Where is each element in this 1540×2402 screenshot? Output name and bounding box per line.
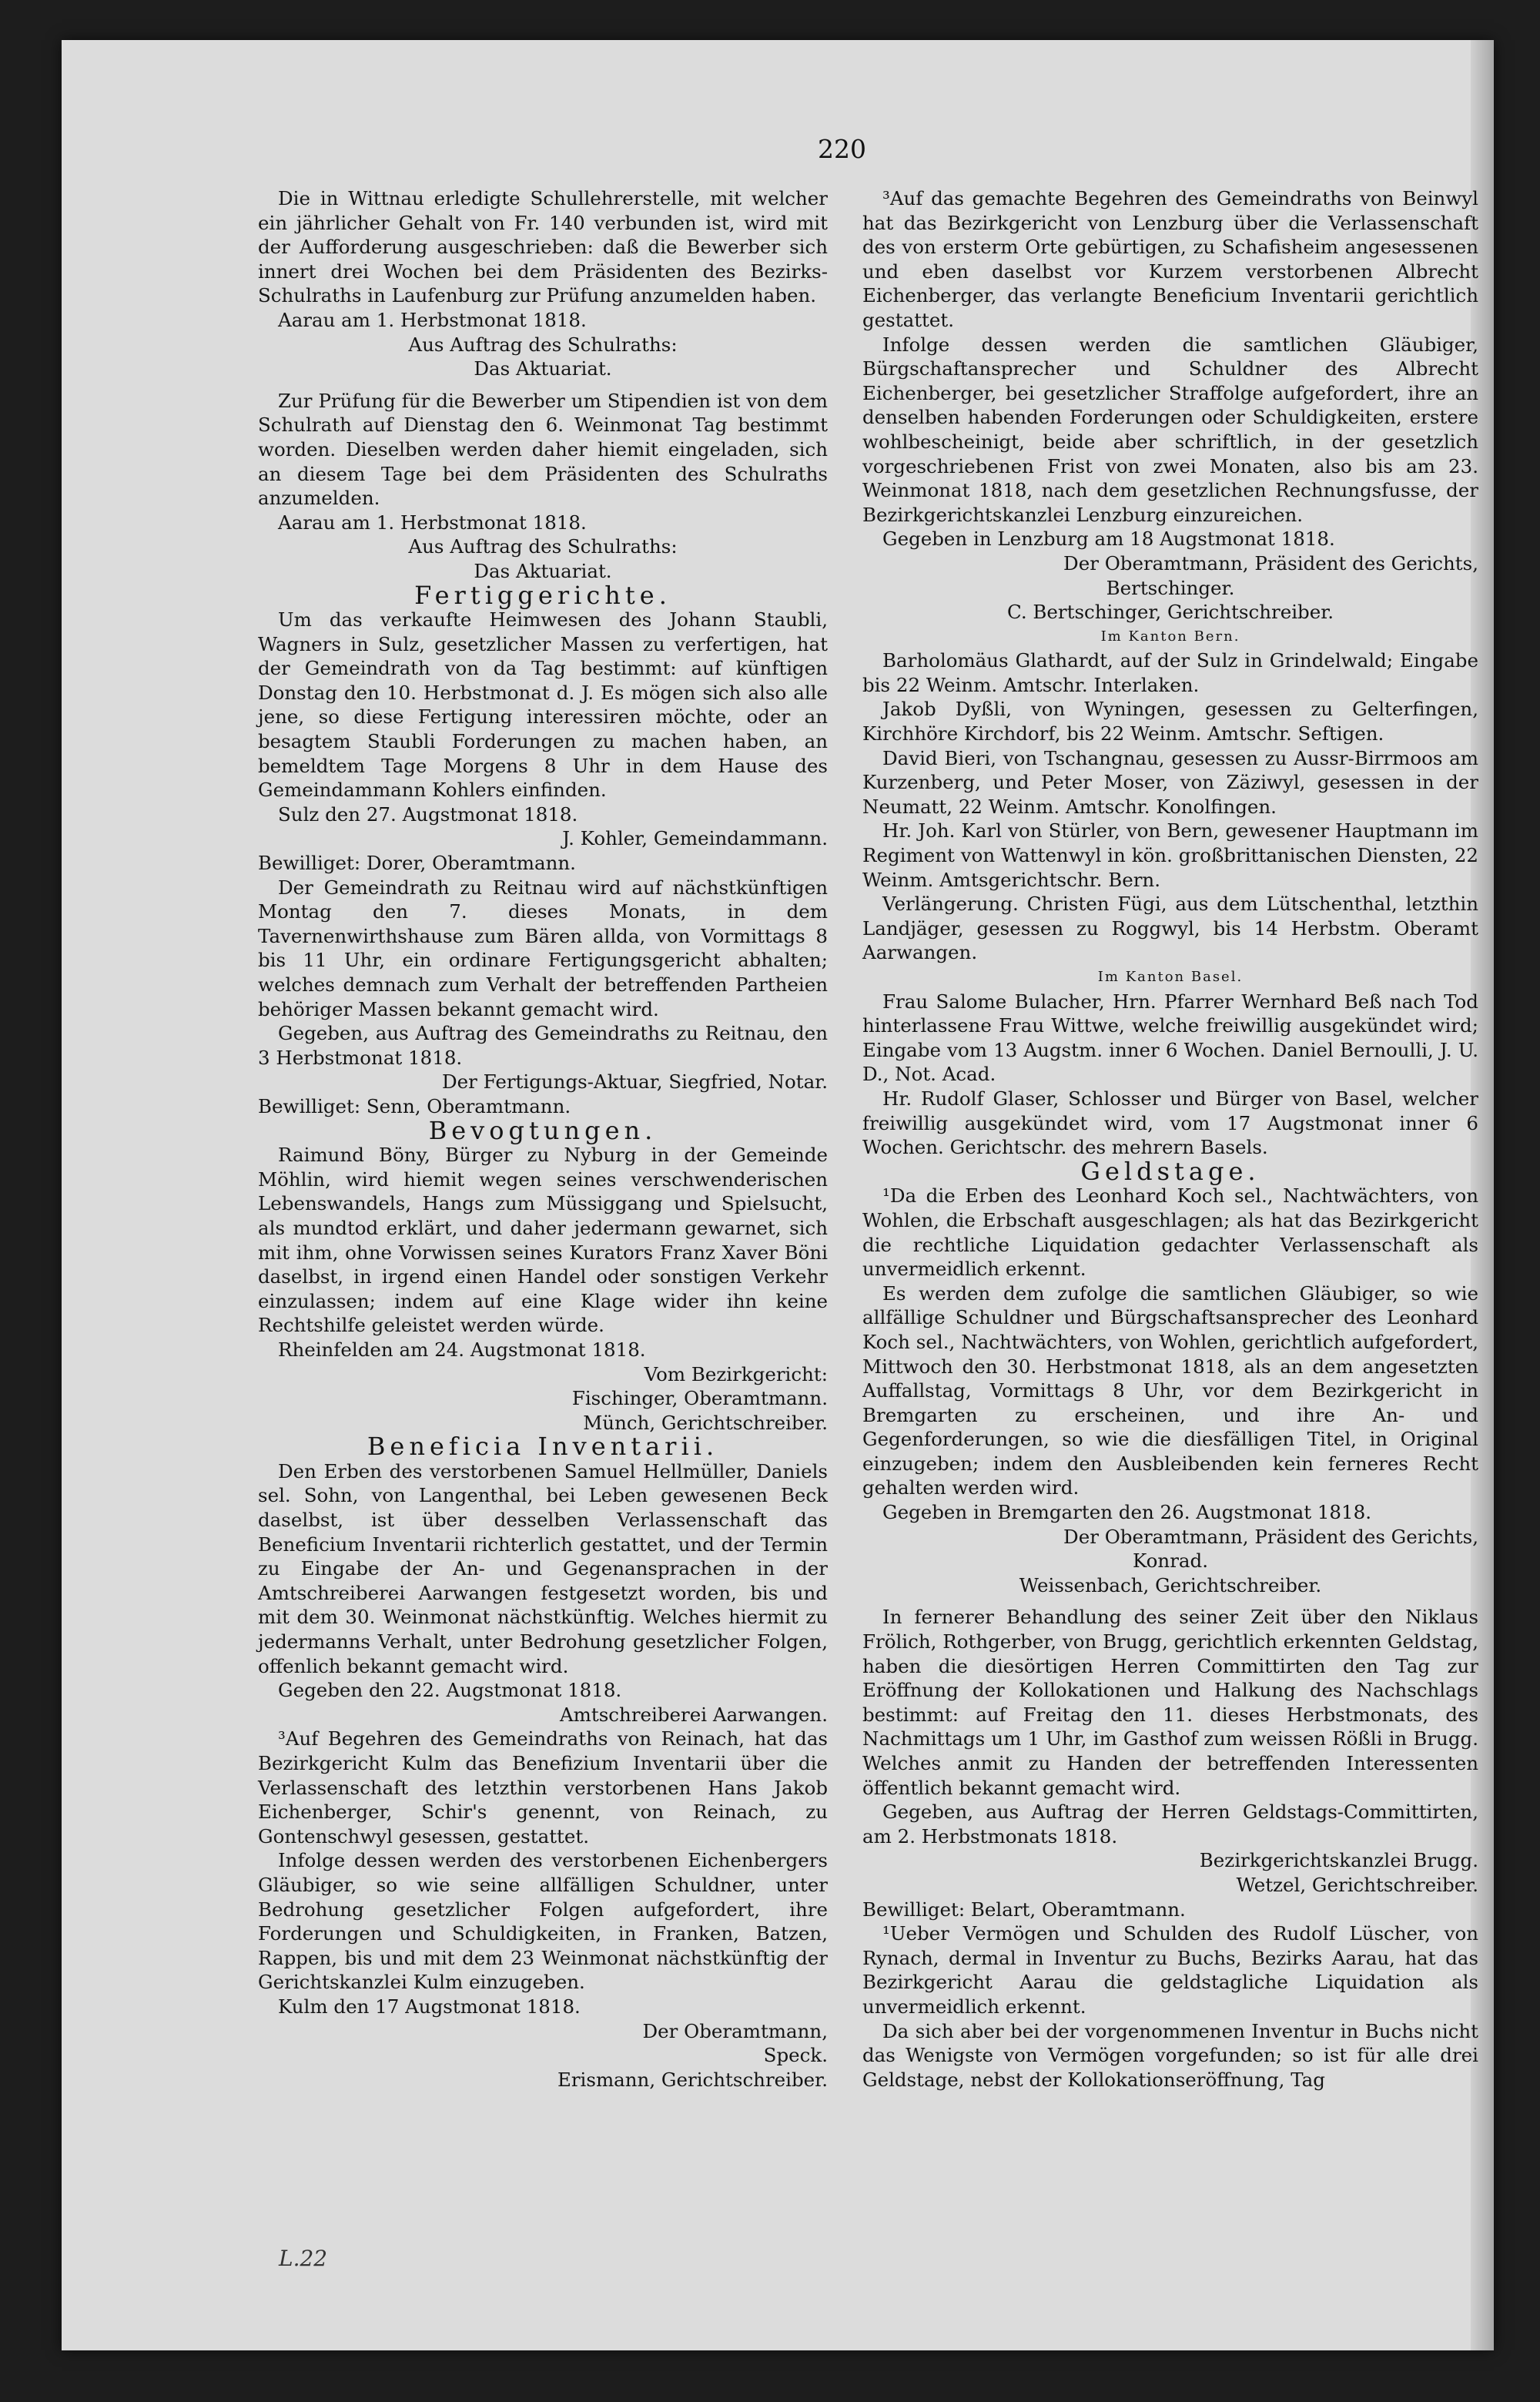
signature-line: Fischinger, Oberamtmann.: [571, 1387, 828, 1410]
signature-line: Wetzel, Gerichtschreiber.: [1236, 1873, 1478, 1896]
signature-line: Erismann, Gerichtschreiber.: [557, 2068, 828, 2091]
section-heading: Fertiggerichte.: [414, 580, 671, 610]
paragraph: Infolge dessen werden die samtlichen Gläubiger, Bürgschaftansprecher und Schuldner des Albrecht Eichenberger, bei gesetzlicher Straffolge aufgefordert, ihre an denselben habenden Forderungen oder Schuldigkeiten, erstere wohlbescheinigt, beide aber schriftlich, in der gesetzlich vorgeschriebenen Frist von zwei Monaten, also bis am 23. Weinmonat 1818, nach dem gesetzlichen Rechnungsfusse, der Bezirkgerichtskanzlei Lenzburg einzureichen.: [862, 333, 1478, 526]
subheading: Im Kanton Basel.: [1097, 969, 1244, 985]
signature-line: C. Bertschinger, Gerichtschreiber.: [1006, 601, 1334, 624]
paragraph: ¹Ueber Vermögen und Schulden des Rudolf Lüscher, von Rynach, dermal in Inventur zu Buchs, Bezirks Aarau, hat das Bezirkgericht Aarau die geldstagliche Liquidation als unvermeidlich erkennt.: [862, 1922, 1478, 2018]
signature-line: Konrad.: [1133, 1549, 1208, 1573]
signature-line: Speck.: [763, 2044, 828, 2067]
paragraph: Barholomäus Glathardt, auf der Sulz in Grindelwald; Eingabe bis 22 Weinm. Amtschr. Interlaken.: [862, 649, 1478, 696]
paragraph: Der Gemeindrath zu Reitnau wird auf nächstkünftigen Montag den 7. dieses Monats, in dem Tavernenwirthshause zum Bären allda, von Vormittags 8 bis 11 Uhr, ein ordinare Fertigungsgericht abhalten; welches demnach zum Verhalt der betreffenden Partheien behöriger Massen bekannt gemacht wird.: [258, 876, 828, 1020]
signature-line: Bertschinger.: [1106, 576, 1235, 599]
paragraph: Aarau am 1. Herbstmonat 1818.: [278, 308, 587, 331]
right-column: [862, 186, 1478, 2092]
paragraph: Um das verkaufte Heimwesen des Johann Staubli, Wagners in Sulz, gesetzlicher Massen zu verfertigen, hat der Gemeindrath von da Tag bestimmt: auf künftigen Donstag den 10. Herbstmonat d. J. Es mögen sich also alle jene, so diese Fertigung interessiren möchte, oder an besagtem Staubli Forderungen zu machen haben, an bemeldtem Tage Morgens 8 Uhr in dem Hause des Gemeindammann Kohlers einfinden.: [258, 608, 828, 802]
paragraph: ³Auf Begehren des Gemeindraths von Reinach, hat das Bezirkgericht Kulm das Benefizium Inventarii über die Verlassenschaft des letzthin verstorbenen Hans Jakob Eichenberger, Schir's genennt, von Reinach, zu Gontenschwyl gesessen, gestattet.: [258, 1727, 828, 1848]
section-heading: Beneficia Inventarii.: [367, 1432, 719, 1462]
paragraph: Bewilliget: Senn, Oberamtmann.: [258, 1094, 571, 1117]
signature-line: Weissenbach, Gerichtschreiber.: [1019, 1573, 1322, 1596]
spacer: [862, 1597, 1478, 1605]
paragraph: Es werden dem zufolge die samtlichen Gläubiger, so wie allfällige Schuldner und Bürgschaftsansprecher des Leonhard Koch sel., Nachtwächters, von Wohlen, gerichtlich aufgefordert, Mittwoch den 30. Herbstmonat 1818, als an dem angesetzten Auffallstag, Vormittags 8 Uhr, vor dem Bezirkgericht in Bremgarten zu erscheinen, und ihre An- und Gegenforderungen, so wie die diesfälligen Titel, in Original einzugeben; indem den Ausbleibenden kein ferneres Recht gehalten werden wird.: [862, 1281, 1478, 1499]
paragraph: Gegeben, aus Auftrag des Gemeindraths zu Reitnau, den 3 Herbstmonat 1818.: [258, 1022, 828, 1069]
paragraph: David Bieri, von Tschangnau, gesessen zu Aussr-Birrmoos am Kurzenberg, und Peter Moser, von Zäziwyl, gesessen in der Neumatt, 22 Weinm. Amtschr. Konolfingen.: [862, 746, 1478, 818]
section-heading: Bevogtungen.: [428, 1115, 658, 1145]
signature-line: Aus Auftrag des Schulraths:: [408, 333, 678, 356]
signature-line: Amtschreiberei Aarwangen.: [559, 1703, 828, 1726]
signature-line: Das Aktuariat.: [474, 357, 612, 380]
spacer: [258, 381, 828, 389]
paragraph: Frau Salome Bulacher, Hrn. Pfarrer Wernhard Beß nach Tod hinterlassene Frau Wittwe, welche freiwillig ausgekündet wird; Eingabe vom 13 Augstm. inner 6 Wochen. Daniel Bernoulli, J. U. D., Not. Acad.: [862, 990, 1478, 1086]
paragraph: Aarau am 1. Herbstmonat 1818.: [278, 511, 587, 534]
signature-line: Vom Bezirkgericht:: [644, 1362, 828, 1385]
signature-line: Der Fertigungs-Aktuar, Siegfried, Notar.: [442, 1070, 828, 1094]
left-column: [258, 186, 828, 2092]
signature-line: Münch, Gerichtschreiber.: [583, 1411, 828, 1434]
paragraph: Gegeben in Bremgarten den 26. Augstmonat 1818.: [882, 1501, 1371, 1524]
paragraph: Infolge dessen werden des verstorbenen Eichenbergers Gläubiger, so wie seine allfälligen Schuldner, unter Bedrohung gesetzlicher Folgen aufgefordert, ihre Forderungen und Schuldigkeiten, in Franken, Batzen, Rappen, bis und mit dem 23 Weinmonat nächstkünftig der Gerichtskanzlei Kulm einzugeben.: [258, 1849, 828, 1994]
signature-line: Das Aktuariat.: [474, 559, 612, 582]
subheading: Im Kanton Bern.: [1100, 628, 1240, 645]
paragraph: Bewilliget: Belart, Oberamtmann.: [862, 1898, 1186, 1921]
signature-line: Der Oberamtmann, Präsident des Gerichts,: [1063, 551, 1478, 575]
paragraph: Sulz den 27. Augstmonat 1818.: [278, 802, 578, 826]
page-number: 220: [818, 134, 866, 164]
paragraph: In fernerer Behandlung des seiner Zeit über den Niklaus Frölich, Rothgerber, von Brugg, gerichtlich erkennten Geldstag, haben die diesörtigen Herren Committirten den Tag zur Eröffnung der Kollokationen und Halkung des Nachschlags bestimmt: auf Freitag den 11. dieses Herbstmonats, des Nachmittags um 1 Uhr, im Gasthof zum weissen Rößli in Brugg. Welches anmit zu Handen der betreffenden Interessenten öffentlich bekannt gemacht wird.: [862, 1606, 1478, 1799]
corner-mark: L.22: [279, 2246, 328, 2271]
section-heading: Geldstage.: [1080, 1156, 1260, 1186]
signature-line: Bezirkgerichtskanzlei Brugg.: [1199, 1849, 1478, 1872]
newspaper-page: [62, 40, 1494, 2350]
paragraph: Gegeben den 22. Augstmonat 1818.: [278, 1679, 622, 1702]
paragraph: Rheinfelden am 24. Augstmonat 1818.: [278, 1338, 646, 1361]
paragraph: Hr. Joh. Karl von Stürler, von Bern, gewesener Hauptmann im Regiment von Wattenwyl in kön. großbrittanischen Diensten, 22 Weinm. Amtsgerichtschr. Bern.: [862, 819, 1478, 891]
paragraph: Hr. Rudolf Glaser, Schlosser und Bürger von Basel, welcher freiwillig ausgekündet wird, vom 17 Augstmonat inner 6 Wochen. Gerichtschr. des mehrern Basels.: [862, 1087, 1478, 1159]
paragraph: Die in Wittnau erledigte Schullehrerstelle, mit welcher ein jährlicher Gehalt von Fr. 140 verbunden ist, wird mit der Aufforderung ausgeschrieben: daß die Bewerber sich innert drei Wochen bei dem Präsidenten des Bezirks-Schulraths in Laufenburg zur Prüfung anzumelden haben.: [258, 187, 828, 307]
paragraph: Kulm den 17 Augstmonat 1818.: [278, 1995, 581, 2018]
signature-line: Aus Auftrag des Schulraths:: [408, 535, 678, 558]
signature-line: Der Oberamtmann,: [642, 2019, 828, 2042]
paragraph: Gegeben in Lenzburg am 18 Augstmonat 1818.: [882, 528, 1335, 551]
paragraph: ³Auf das gemachte Begehren des Gemeindraths von Beinwyl hat das Bezirkgericht von Lenzburg über die Verlassenschaft des von ersterm Orte gebürtigen, zu Schafisheim angesessenen und eben daselbst vor Kurzem verstorbenen Albrecht Eichenberger, das verlangte Beneficium Inventarii gerichtlich gestattet.: [862, 187, 1478, 331]
paragraph: Da sich aber bei der vorgenommenen Inventur in Buchs nicht das Wenigste von Vermögen vorgefunden; so ist für alle drei Geldstage, nebst der Kollokationseröffnung, Tag: [862, 2019, 1478, 2091]
paragraph: Verlängerung. Christen Fügi, aus dem Lütschenthal, letzthin Landjäger, gesessen zu Roggwyl, bis 14 Herbstm. Oberamt Aarwangen.: [862, 893, 1478, 964]
paragraph: Zur Prüfung für die Bewerber um Stipendien ist von dem Schulrath auf Dienstag den 6. Weinmonat Tag bestimmt worden. Dieselben werden daher hiemit eingeladen, sich an diesem Tage bei dem Präsidenten des Schulraths anzumelden.: [258, 389, 828, 510]
paragraph: Den Erben des verstorbenen Samuel Hellmüller, Daniels sel. Sohn, von Langenthal, bei Leben gewesenen Beck daselbst, ist über desselben Verlassenschaft das Beneficium Inventarii richterlich gestattet, und der Termin zu Eingabe der An- und Gegenansprachen in der Amtschreiberei Aarwangen festgesetzt worden, bis und mit dem 30. Weinmonat nächstkünftig. Welches hiermit zu jedermanns Verhalt, unter Bedrohung gesetzlicher Folgen, offenlich bekannt gemacht wird.: [258, 1459, 828, 1677]
paragraph: Gegeben, aus Auftrag der Herren Geldstags-Committirten, am 2. Herbstmonats 1818.: [862, 1801, 1478, 1848]
paragraph: Raimund Böny, Bürger zu Nyburg in der Gemeinde Möhlin, wird hiemit wegen seines verschwenderischen Lebenswandels, Hangs zum Müssiggang und Spielsucht, als mundtod erklärt, und daher jedermann gewarnet, sich mit ihm, ohne Vorwissen seines Kurators Franz Xaver Böni daselbst, in irgend einen Handel oder sonstigen Verkehr einzulassen; indem auf eine Klage wider ihn keine Rechtshilfe geleistet werden würde.: [258, 1144, 828, 1337]
paragraph: ¹Da die Erben des Leonhard Koch sel., Nachtwächters, von Wohlen, die Erbschaft ausgeschlagen; als hat das Bezirkgericht die rechtliche Liquidation gedachter Verlassenschaft als unvermeidlich erkennt.: [862, 1184, 1478, 1281]
signature-line: Der Oberamtmann, Präsident des Gerichts,: [1063, 1525, 1478, 1548]
signature-line: J. Kohler, Gemeindammann.: [562, 827, 828, 850]
paragraph: Jakob Dyßli, von Wyningen, gesessen zu Gelterfingen, Kirchhöre Kirchdorf, bis 22 Weinm. Amtschr. Seftigen.: [862, 698, 1478, 745]
paragraph: Bewilliget: Dorer, Oberamtmann.: [258, 852, 576, 875]
